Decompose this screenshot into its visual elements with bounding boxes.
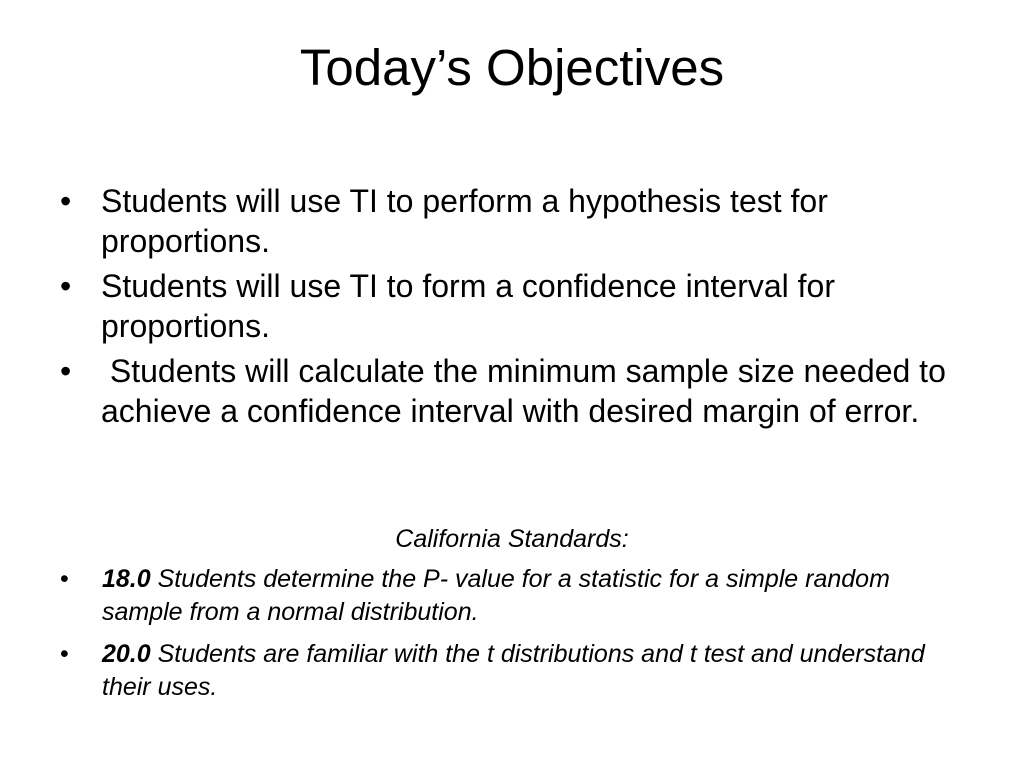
objective-item [60,181,970,261]
standard-item [60,638,965,704]
standard-item [60,563,965,629]
bullet-icon: • [60,640,69,668]
bullet-icon: • [60,565,69,593]
standards-list [60,563,965,713]
standard-text: Students are familiar with the t distributions and t test and understand their uses. [102,640,925,701]
objective-item [60,351,970,431]
standards-heading: California Standards: [395,525,629,553]
objective-text: Students will use TI to perform a hypothesis test for proportions. [101,183,828,259]
bullet-icon: • [60,268,72,304]
bullet-icon: • [60,183,72,219]
standard-code: 20.0 [102,640,151,668]
objective-text: Students will calculate the minimum sample size needed to achieve a confidence interval with desired margin of error. [101,353,955,429]
objectives-list [60,181,970,436]
objective-text: Students will use TI to form a confidence interval for proportions. [101,268,835,344]
standard-text: Students determine the P- value for a statistic for a simple random sample from a normal distribution. [102,565,890,626]
slide-title: Today’s Objectives [299,39,725,96]
bullet-icon: • [60,353,72,389]
objective-item [60,266,970,346]
standard-code: 18.0 [102,565,151,593]
